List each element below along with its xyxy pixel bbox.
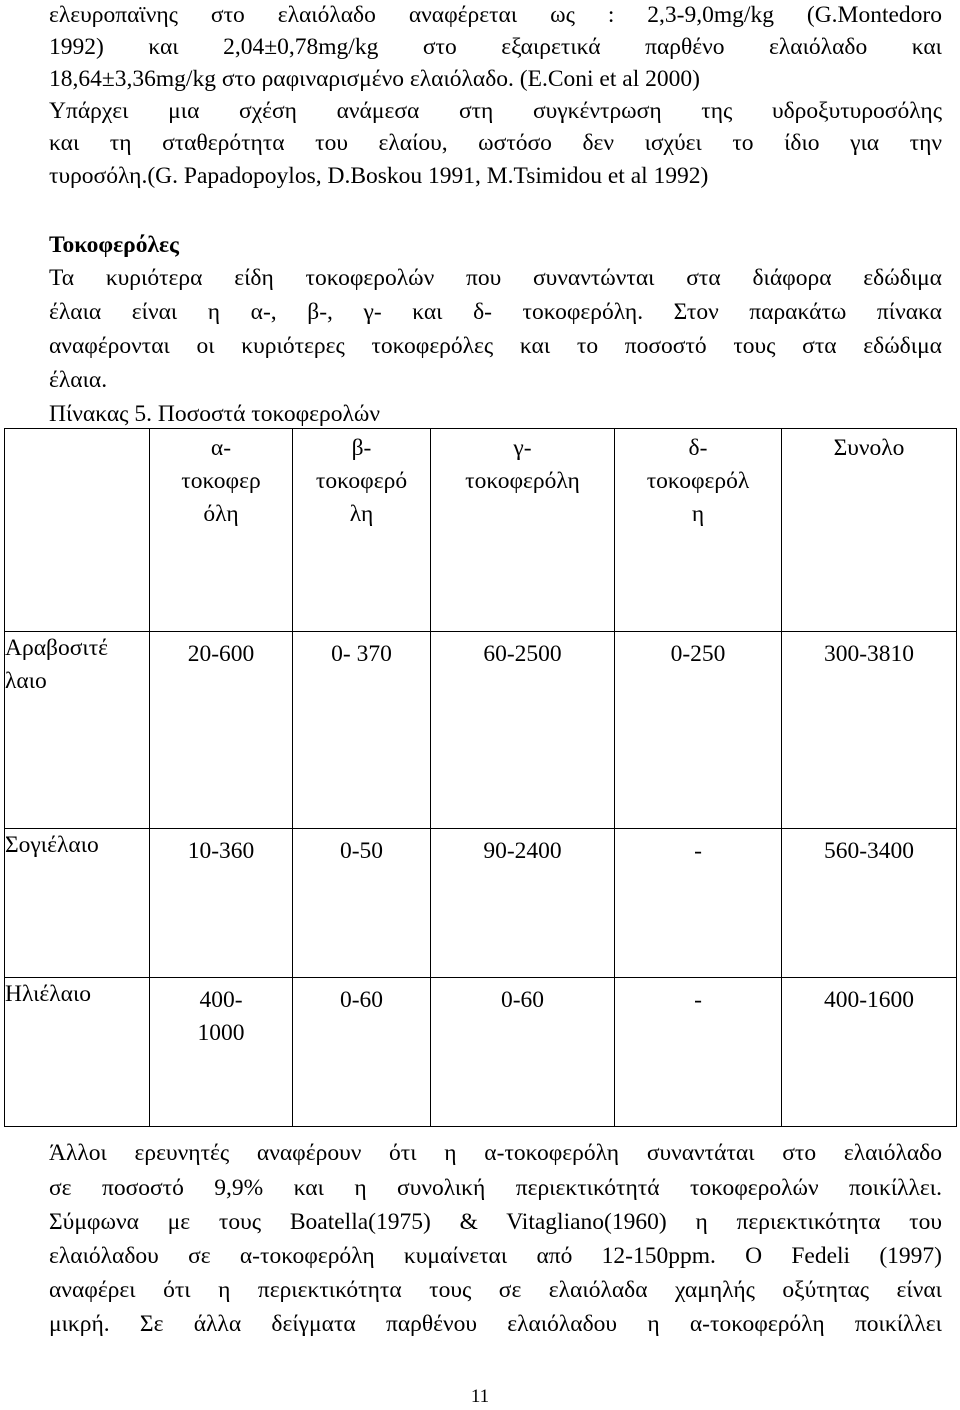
cell-value: 560-3400	[823, 838, 915, 864]
header-text: τοκοφερόλ	[646, 468, 750, 494]
header-text: η	[691, 501, 705, 527]
row-label: Ηλιέλαιο	[5, 981, 92, 1007]
header-text: δ-	[688, 435, 708, 461]
paragraph-line: έλαια είναι η α-, β-, γ- και δ- τοκοφερόλη. Στον παρακάτω πίνακα	[49, 299, 942, 325]
cell-value: 10-360	[187, 838, 255, 864]
header-text: όλη	[203, 501, 239, 527]
paragraph-line: Άλλοι ερευνητές αναφέρουν ότι η α-τοκοφερόλη συναντάται στο ελαιόλαδο	[49, 1140, 942, 1166]
table-caption: Πίνακας 5. Ποσοστά τοκοφερολών	[49, 401, 380, 427]
table-cell	[150, 829, 293, 978]
header-text: τοκοφερόλη	[465, 468, 580, 494]
table-cell	[150, 978, 293, 1127]
table-cell	[293, 632, 431, 829]
header-text: β-	[351, 435, 372, 461]
paragraph-line: σε ποσοστό 9,9% και η συνολική περιεκτικότητά τοκοφερολών ποικίλλει.	[49, 1175, 942, 1201]
table-cell	[293, 829, 431, 978]
section-heading: Τοκοφερόλες	[49, 232, 179, 258]
paragraph-line: Τα κυριότερα είδη τοκοφερολών που συναντώνται στα διάφορα εδώδιμα	[49, 265, 942, 291]
table-header-cell	[150, 429, 293, 632]
cell-value: 0-60	[339, 987, 384, 1013]
cell-value: 0-50	[339, 838, 384, 864]
table-cell	[293, 978, 431, 1127]
table-cell	[782, 829, 957, 978]
table-header-cell	[293, 429, 431, 632]
table-cell	[615, 632, 782, 829]
table-row	[5, 978, 957, 1127]
row-label-cell	[5, 632, 150, 829]
cell-value: 20-600	[187, 641, 255, 667]
paragraph-line: μικρή. Σε άλλα δείγματα παρθένου ελαιόλαδου η α-τοκοφερόλη ποικίλλει	[49, 1311, 942, 1337]
table-header-row	[5, 429, 957, 632]
cell-value: 400- 1000	[197, 987, 245, 1046]
cell-value: -	[694, 987, 702, 1013]
tocopherol-table	[4, 428, 957, 1127]
paragraph-line: Υπάρχει μια σχέση ανάμεσα στη συγκέντρωση της υδροξυτυροσόλης	[49, 98, 942, 124]
table-cell	[782, 978, 957, 1127]
header-text: λη	[349, 501, 374, 527]
table-cell	[150, 632, 293, 829]
header-text: Συνολο	[833, 435, 905, 461]
table-header-cell-empty	[5, 429, 150, 632]
table-cell	[431, 829, 615, 978]
paragraph-line: αναφέρει ότι η περιεκτικότητα τους σε ελαιόλαδα χαμηλής οξύτητας είναι	[49, 1277, 942, 1303]
table-header-cell	[615, 429, 782, 632]
paragraph-line: αναφέρονται οι κυριότερες τοκοφερόλες και το ποσοστό τους στα εδώδιμα	[49, 333, 942, 359]
paragraph-line: 1992) και 2,04±0,78mg/kg στο εξαιρετικά παρθένο ελαιόλαδο και	[49, 34, 942, 60]
table-cell	[431, 632, 615, 829]
cell-value: 0-250	[670, 641, 726, 667]
cell-value: 60-2500	[483, 641, 562, 667]
cell-value: 90-2400	[483, 838, 562, 864]
row-label-cell	[5, 978, 150, 1127]
header-text: τοκοφερ	[181, 468, 261, 494]
table-cell	[615, 978, 782, 1127]
cell-value: 400-1600	[823, 987, 915, 1013]
cell-value: 0- 370	[331, 641, 392, 667]
paragraph-line: ελαιόλαδου σε α-τοκοφερόλη κυμαίνεται από 12-150ppm. Ο Fedeli (1997)	[49, 1243, 942, 1269]
table-row	[5, 829, 957, 978]
paragraph-line: 18,64±3,36mg/kg στο ραφιναρισμένο ελαιόλαδο. (E.Coni et al 2000)	[49, 66, 700, 92]
header-text: τοκοφερό	[315, 468, 408, 494]
header-text: γ-	[513, 435, 532, 461]
row-label: λαιο	[5, 668, 47, 694]
header-text: α-	[210, 435, 232, 461]
page-number: 11	[470, 1386, 490, 1407]
table-header-cell	[431, 429, 615, 632]
table-row	[5, 632, 957, 829]
table-header-cell	[782, 429, 957, 632]
cell-value: 0-60	[500, 987, 545, 1013]
paragraph-line: και τη σταθερότητα του ελαίου, ωστόσο δεν ισχύει το ίδιο για την	[49, 130, 942, 156]
row-label: Αραβοσιτέ	[5, 635, 109, 661]
table-cell	[782, 632, 957, 829]
cell-value: -	[694, 838, 702, 864]
table-cell	[615, 829, 782, 978]
row-label: Σογιέλαιο	[5, 832, 99, 858]
paragraph-line: Σύμφωνα με τους Boatella(1975) & Vitagliano(1960) η περιεκτικότητα του	[49, 1209, 942, 1235]
table-cell	[431, 978, 615, 1127]
paragraph-line: ελευροπαϊνης στο ελαιόλαδο αναφέρεται ως : 2,3-9,0mg/kg (G.Montedoro	[49, 2, 942, 28]
paragraph-line: τυροσόλη.(G. Papadopoylos, D.Boskou 1991, M.Tsimidou et al 1992)	[49, 163, 709, 189]
cell-value: 300-3810	[823, 641, 915, 667]
row-label-cell	[5, 829, 150, 978]
paragraph-line: έλαια.	[49, 367, 108, 393]
